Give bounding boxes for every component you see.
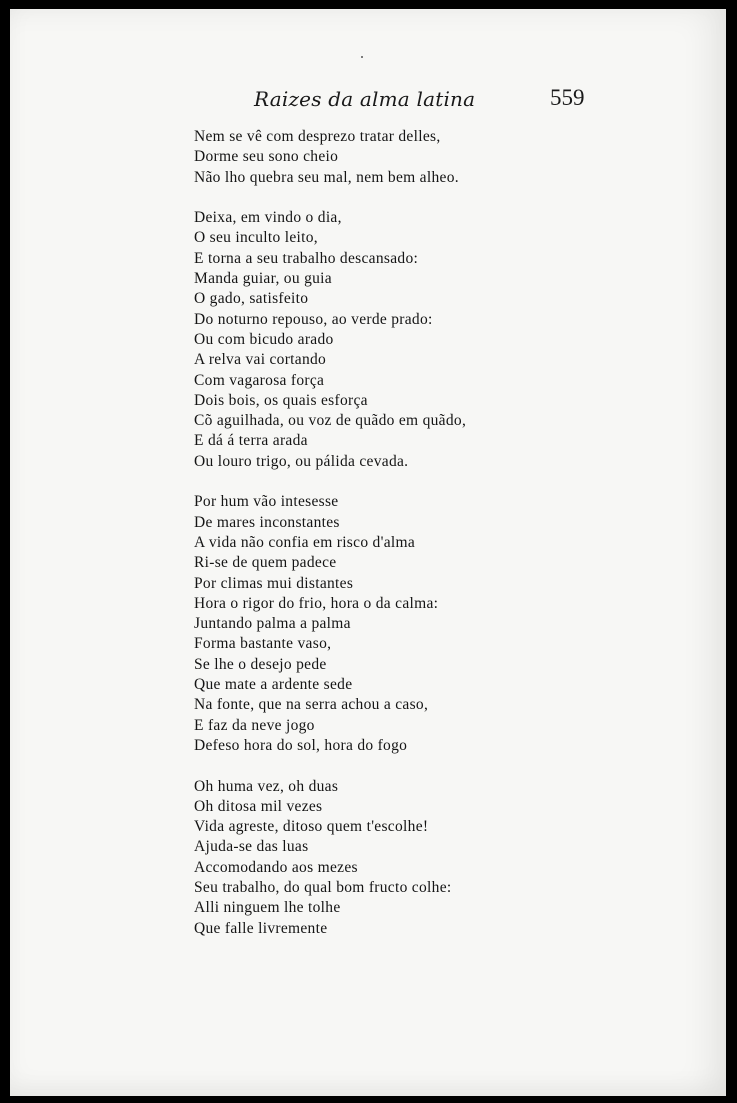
verse-line: Defeso hora do sol, hora do fogo	[194, 736, 408, 754]
page-number: 559	[550, 85, 585, 110]
verse-line: Com vagarosa força	[194, 371, 325, 389]
verse-line: Ri-se de quem padece	[194, 554, 337, 572]
verse-line: Oh ditosa mil vezes	[194, 797, 323, 815]
verse-line: Nem se vê com desprezo tratar delles,	[194, 128, 441, 145]
verse-line: Juntando palma a palma	[194, 615, 351, 633]
verse-line: Ou com bicudo arado	[194, 330, 334, 348]
verse-line: A relva vai cortando	[194, 351, 327, 369]
verse-line: Deixa, em vindo o dia,	[194, 209, 342, 227]
verse-line: Manda guiar, ou guia	[194, 270, 332, 288]
verse-line: Por climas mui distantes	[194, 574, 354, 592]
verse-line: E torna a seu trabalho descansado:	[194, 249, 419, 267]
verse-line: Se lhe o desejo pede	[194, 655, 327, 673]
verse-line: Dois bois, os quais esforça	[194, 391, 368, 409]
verse-line: A vida não confia em risco d'alma	[194, 533, 416, 551]
verse-line: E dá á terra arada	[194, 432, 308, 450]
verse-line: Vida agreste, ditoso quem t'escolhe!	[194, 818, 429, 836]
poem-body	[194, 127, 694, 959]
print-speck	[361, 56, 363, 58]
verse-line: Por hum vão intesesse	[194, 493, 339, 511]
verse-line: Ajuda-se das luas	[194, 838, 309, 856]
stanza	[194, 777, 694, 939]
verse-line: E faz da neve jogo	[194, 716, 315, 734]
verse-line: Oh huma vez, oh duas	[194, 777, 339, 795]
verse-line: Alli ninguem lhe tolhe	[194, 899, 341, 917]
verse-line: Não lho quebra seu mal, nem bem alheo.	[194, 168, 459, 186]
verse-line: Que falle livremente	[194, 919, 328, 937]
verse-line: O gado, satisfeito	[194, 290, 309, 308]
verse-line: O seu inculto leito,	[194, 229, 318, 247]
verse-line: Cõ aguilhada, ou voz de quãdo em quãdo,	[194, 412, 467, 430]
verse-line: Ou louro trigo, ou pálida cevada.	[194, 452, 409, 470]
verse-line: Forma bastante vaso,	[194, 635, 332, 653]
stanza	[194, 208, 694, 472]
stanza	[194, 492, 694, 756]
verse-line: De mares inconstantes	[194, 513, 340, 531]
verse-line: Seu trabalho, do qual bom fructo colhe:	[194, 878, 452, 896]
verse-line: Na fonte, que na serra achou a caso,	[194, 696, 429, 714]
stanza	[194, 127, 694, 188]
verse-line: Accomodando aos mezes	[194, 858, 358, 876]
running-title: Raizes da alma latina	[254, 87, 476, 111]
verse-line: Dorme seu sono cheio	[194, 148, 339, 166]
running-head	[10, 87, 726, 117]
book-page	[10, 9, 726, 1096]
verse-line: Que mate a ardente sede	[194, 676, 353, 694]
verse-line: Do noturno repouso, ao verde prado:	[194, 310, 433, 328]
verse-line: Hora o rigor do frio, hora o da calma:	[194, 594, 439, 612]
